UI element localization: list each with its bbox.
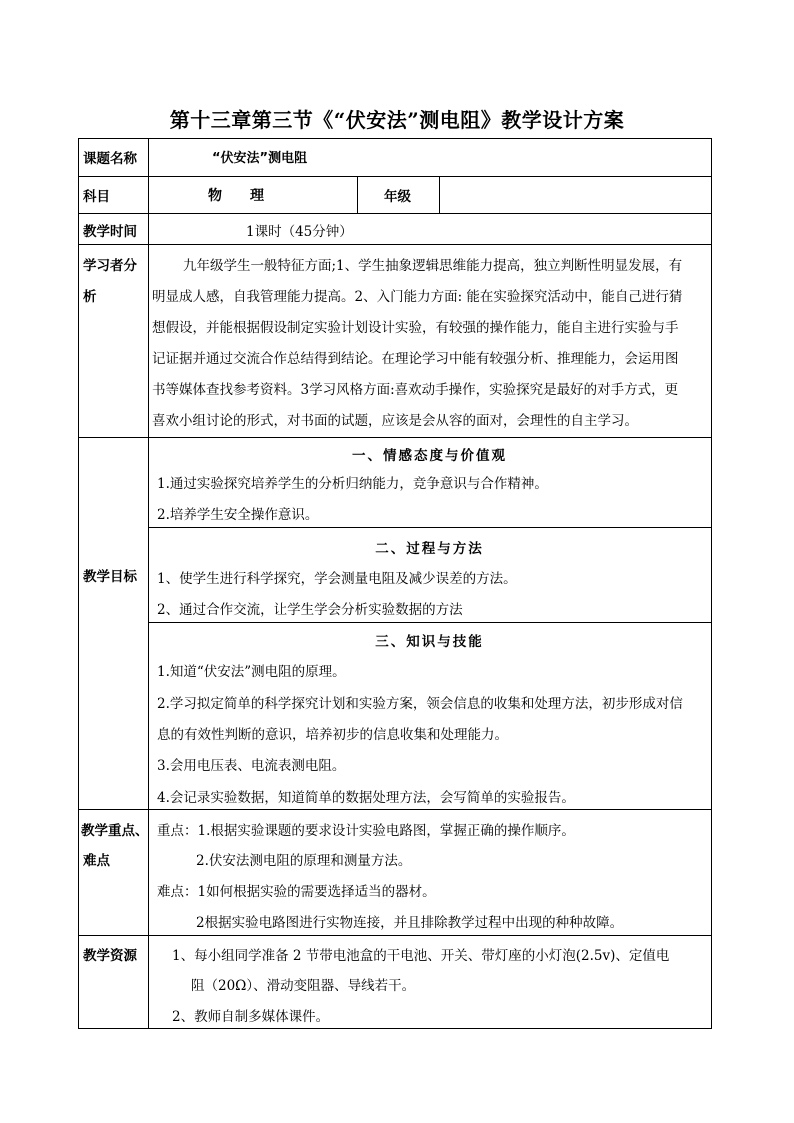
resources-label: 教学资源	[83, 948, 137, 964]
resources-line: 阻（20Ω）、滑动变阻器、导线若干。	[191, 978, 416, 994]
learner-line: 九年级学生一般特征方面;1、学生抽象逻辑思维能力提高，独立判断性明显发展，有	[183, 258, 683, 274]
subject-value: 物 理	[208, 188, 264, 204]
goals-item: 4.会记录实验数据，知道简单的数据处理方法，会写简单的实验报告。	[157, 790, 575, 806]
goals-item: 2、通过合作交流，让学生学会分析实验数据的方法	[157, 602, 463, 618]
goals-item: 1.知道“伏安法”测电阻的原理。	[157, 664, 346, 680]
grade-label: 年级	[384, 189, 411, 205]
subject-label: 科目	[83, 189, 110, 205]
goals-item: 2.培养学生安全操作意识。	[157, 507, 319, 523]
goals-item: 1、使学生进行科学探究，学会测量电阻及减少误差的方法。	[157, 571, 517, 587]
key-line: 2.伏安法测电阻的原理和测量方法。	[196, 853, 412, 869]
learner-line: 明显成人感，自我管理能力提高。2、入门能力方面: 能在实验探究活动中，能自己进行猜	[152, 289, 683, 305]
resources-line: 1、每小组同学准备 2 节带电池盒的干电池、开关、带灯座的小灯泡(2.5v)、定值电	[172, 948, 670, 964]
time-label: 教学时间	[83, 224, 137, 240]
learner-line: 书等媒体查找参考资料。3学习风格方面:喜欢动手操作，实验探究是最好的对手方式，更	[152, 382, 679, 398]
learner-label-line2: 析	[83, 289, 97, 305]
resources-line: 2、教师自制多媒体课件。	[172, 1009, 330, 1025]
learner-line: 记证据并通过交流合作总结得到结论。在理论学习中能有较强分析、推理能力，会运用图	[152, 351, 679, 367]
goals-item: 息的有效性判断的意识，培养初步的信息收集和处理能力。	[157, 727, 508, 743]
goals-label: 教学目标	[83, 569, 137, 585]
key-label-line1: 教学重点、	[81, 823, 149, 839]
learner-line: 喜欢小组讨论的形式，对书面的试题，应该是会从容的面对，会理性的自主学习。	[152, 413, 638, 429]
time-value: 1课时（45分钟）	[246, 224, 353, 240]
goals-item: 1.通过实验探究培养学生的分析归纳能力，竞争意识与合作精神。	[157, 476, 548, 492]
key-line: 2根据实验电路图进行实物连接，并且排除教学过程中出现的种种故障。	[196, 915, 624, 931]
key-label-line2: 难点	[83, 853, 110, 869]
key-line: 难点：1如何根据实验的需要选择适当的器材。	[157, 884, 436, 900]
goals-section-heading: 一、情感态度与价值观	[352, 448, 507, 464]
document-title: 第十三章第三节《“伏安法”测电阻》教学设计方案	[169, 108, 625, 132]
topic-value: “伏安法”测电阻	[212, 151, 308, 166]
goals-item: 3.会用电压表、电流表测电阻。	[157, 758, 346, 774]
key-line: 重点：1.根据实验课题的要求设计实验电路图，掌握正确的操作顺序。	[157, 823, 575, 839]
learner-line: 想假设，并能根据假设制定实验计划设计实验，有较强的操作能力，能自主进行实验与手	[152, 320, 679, 336]
goals-section-heading: 三、知识与技能	[375, 634, 484, 650]
topic-label: 课题名称	[83, 151, 137, 167]
learner-label-line1: 学习者分	[83, 258, 137, 274]
goals-section-heading: 二、过程与方法	[375, 541, 484, 557]
goals-item: 2.学习拟定简单的科学探究计划和实验方案，领会信息的收集和处理方法，初步形成对信	[157, 696, 683, 712]
